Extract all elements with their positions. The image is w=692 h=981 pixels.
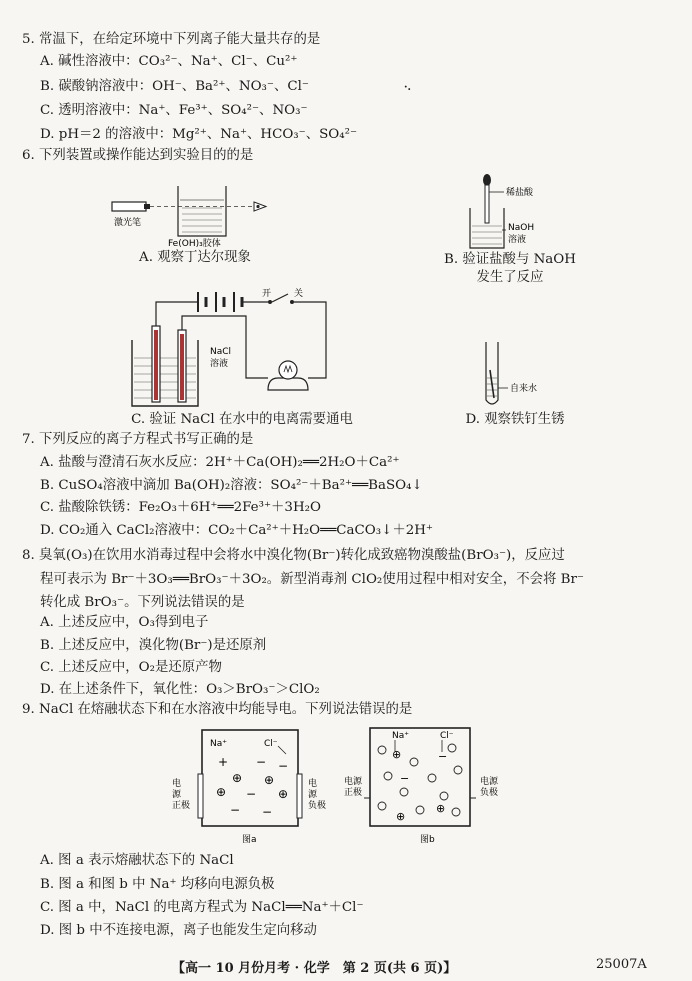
cl-ion-label-b: Cl⁻ bbox=[440, 731, 454, 741]
light-bulb-icon bbox=[268, 361, 308, 390]
water-molecules-b bbox=[378, 744, 462, 816]
svg-text:−: − bbox=[438, 750, 448, 763]
svg-text:⊕: ⊕ bbox=[216, 785, 227, 799]
q5-option-a: A. 碱性溶液中：CO₃²⁻、Na⁺、Cl⁻、Cu²⁺ bbox=[40, 54, 298, 69]
switch-contact-close bbox=[290, 300, 294, 304]
battery-icon bbox=[198, 292, 242, 312]
pos-electrode-label-2: 源 bbox=[172, 790, 182, 800]
figure-b-label: 图b bbox=[420, 835, 435, 845]
cl-ion-label: Cl⁻ bbox=[264, 739, 278, 749]
electrode-a-left bbox=[198, 774, 203, 818]
page-footer: 【高一 10 月份月考 · 化学 第 2 页(共 6 页)】 bbox=[172, 961, 457, 976]
switch-open-label: 开 bbox=[262, 289, 272, 299]
laser-label: 激光笔 bbox=[114, 218, 142, 228]
na-ion-label-b: Na⁺ bbox=[392, 731, 409, 741]
svg-text:−: − bbox=[262, 805, 273, 819]
ion-symbols-a bbox=[216, 755, 288, 819]
stray-mark: ·. bbox=[404, 82, 411, 93]
neg-electrode-label-b2: 负极 bbox=[480, 788, 499, 798]
pos-electrode-label-3: 正极 bbox=[172, 801, 191, 811]
electrode-a-right bbox=[297, 774, 302, 818]
na-ion-label: Na⁺ bbox=[210, 739, 227, 749]
q7-option-a: A. 盐酸与澄清石灰水反应：2H⁺＋Ca(OH)₂══2H₂O＋Ca²⁺ bbox=[40, 455, 400, 470]
q8-option-c: C. 上述反应中，O₂是还原产物 bbox=[40, 660, 222, 675]
figure-b-neutralization bbox=[462, 172, 582, 252]
ion-symbols-b bbox=[392, 748, 447, 823]
svg-text:−: − bbox=[246, 787, 257, 801]
q8-option-d: D. 在上述条件下，氧化性：O₃＞BrO₃⁻＞ClO₂ bbox=[40, 682, 320, 697]
svg-text:−: − bbox=[278, 759, 289, 773]
q6-caption-b-line1: B. 验证盐酸与 NaOH bbox=[444, 252, 576, 267]
q9-stem: 9. NaCl 在熔融状态下和在水溶液中均能导电。下列说法错误的是 bbox=[22, 702, 413, 717]
q8-option-b: B. 上述反应中，溴化物(Br⁻)是还原剂 bbox=[40, 638, 267, 653]
colloid-label: Fe(OH)₃胶体 bbox=[168, 239, 221, 248]
dropper-icon bbox=[485, 185, 489, 223]
tap-water-label: 自来水 bbox=[510, 384, 538, 394]
eye-icon bbox=[254, 202, 266, 211]
q6-caption-c: C. 验证 NaCl 在水中的电离需要通电 bbox=[131, 412, 353, 427]
electrolysis-beaker-icon bbox=[132, 340, 198, 406]
container-b bbox=[370, 728, 470, 826]
pos-electrode-label-1: 电 bbox=[172, 779, 182, 789]
q9-option-c: C. 图 a 中，NaCl 的电离方程式为 NaCl══Na⁺＋Cl⁻ bbox=[40, 900, 364, 915]
q5-option-b: B. 碳酸钠溶液中：OH⁻、Ba²⁺、NO₃⁻、Cl⁻ bbox=[40, 79, 309, 94]
pos-electrode-label-b2: 正极 bbox=[344, 788, 363, 798]
beaker-icon bbox=[178, 186, 226, 236]
naoh-label: NaOH bbox=[508, 223, 535, 233]
svg-text:⊕: ⊕ bbox=[392, 748, 402, 761]
q8-stem-line3: 转化成 BrO₃⁻。下列说法错误的是 bbox=[40, 595, 245, 610]
q7-option-d: D. CO₂通入 CaCl₂溶液中：CO₂＋Ca²⁺＋H₂O══CaCO₃↓＋2H⁺ bbox=[40, 523, 433, 538]
q6-caption-d: D. 观察铁钉生锈 bbox=[465, 412, 565, 427]
q7-option-c: C. 盐酸除铁锈：Fe₂O₃＋6H⁺══2Fe³⁺＋3H₂O bbox=[40, 500, 321, 515]
figure-9a-molten bbox=[168, 724, 336, 848]
nacl-solution-label: 溶液 bbox=[210, 359, 229, 369]
figure-9b-solution bbox=[340, 722, 510, 848]
svg-text:−: − bbox=[400, 772, 410, 785]
solution-label: 溶液 bbox=[508, 235, 527, 245]
q6-caption-a: A. 观察丁达尔现象 bbox=[139, 250, 251, 265]
test-tube-icon bbox=[486, 342, 498, 404]
q8-option-a: A. 上述反应中，O₃得到电子 bbox=[40, 615, 209, 630]
q7-stem: 7. 下列反应的离子方程式书写正确的是 bbox=[22, 432, 254, 447]
laser-pointer-icon bbox=[112, 202, 146, 211]
q7-option-b: B. CuSO₄溶液中滴加 Ba(OH)₂溶液：SO₄²⁻＋Ba²⁺══BaSO₄↓ bbox=[40, 478, 423, 493]
q6-caption-b-line2: 发生了反应 bbox=[476, 270, 544, 285]
svg-text:⊕: ⊕ bbox=[278, 787, 289, 801]
svg-text:−: − bbox=[256, 755, 267, 769]
hcl-label: 稀盐酸 bbox=[506, 188, 534, 198]
q9-option-a: A. 图 a 表示熔融状态下的 NaCl bbox=[40, 853, 234, 868]
q8-stem-line1: 8. 臭氧(O₃)在饮用水消毒过程中会将水中溴化物(Br⁻)转化成致癌物溴酸盐(BrO₃⁻)，反应过 bbox=[22, 548, 565, 563]
svg-text:−: − bbox=[230, 803, 241, 817]
svg-text:+: + bbox=[218, 755, 229, 769]
switch-lever bbox=[272, 294, 288, 302]
figure-c-conductivity bbox=[128, 286, 348, 410]
nacl-label: NaCl bbox=[210, 347, 232, 357]
svg-text:⊕: ⊕ bbox=[436, 802, 446, 815]
dropper-bulb-icon bbox=[483, 174, 491, 186]
exam-code: 25007A bbox=[596, 957, 647, 972]
neg-electrode-label-2: 源 bbox=[308, 790, 318, 800]
q9-option-d: D. 图 b 中不连接电源，离子也能发生定向移动 bbox=[40, 923, 317, 938]
svg-text:⊕: ⊕ bbox=[232, 771, 243, 785]
q6-stem: 6. 下列装置或操作能达到实验目的的是 bbox=[22, 148, 254, 163]
figure-d-rust bbox=[472, 340, 562, 412]
switch-close-label: 关 bbox=[294, 289, 304, 299]
figure-a-tyndall bbox=[108, 178, 278, 248]
switch-contact-open bbox=[268, 300, 272, 304]
neg-electrode-label-b1: 电源 bbox=[480, 777, 499, 787]
neg-electrode-label-3: 负极 bbox=[308, 801, 327, 811]
q9-option-b: B. 图 a 和图 b 中 Na⁺ 均移向电源负极 bbox=[40, 877, 275, 892]
svg-text:⊕: ⊕ bbox=[396, 810, 406, 823]
svg-text:⊕: ⊕ bbox=[264, 773, 275, 787]
pos-electrode-label-b1: 电源 bbox=[344, 777, 363, 787]
q5-stem: 5. 常温下，在给定环境中下列离子能大量共存的是 bbox=[22, 32, 321, 47]
q8-stem-line2: 程可表示为 Br⁻＋3O₃══BrO₃⁻＋3O₂。新型消毒剂 ClO₂使用过程中相对安全，不会将 Br⁻ bbox=[40, 572, 584, 587]
q5-option-d: D. pH＝2 的溶液中：Mg²⁺、Na⁺、HCO₃⁻、SO₄²⁻ bbox=[40, 127, 358, 142]
figure-a-label: 图a bbox=[242, 835, 257, 845]
neg-electrode-label-1: 电 bbox=[308, 779, 318, 789]
q5-option-c: C. 透明溶液中：Na⁺、Fe³⁺、SO₄²⁻、NO₃⁻ bbox=[40, 103, 308, 118]
